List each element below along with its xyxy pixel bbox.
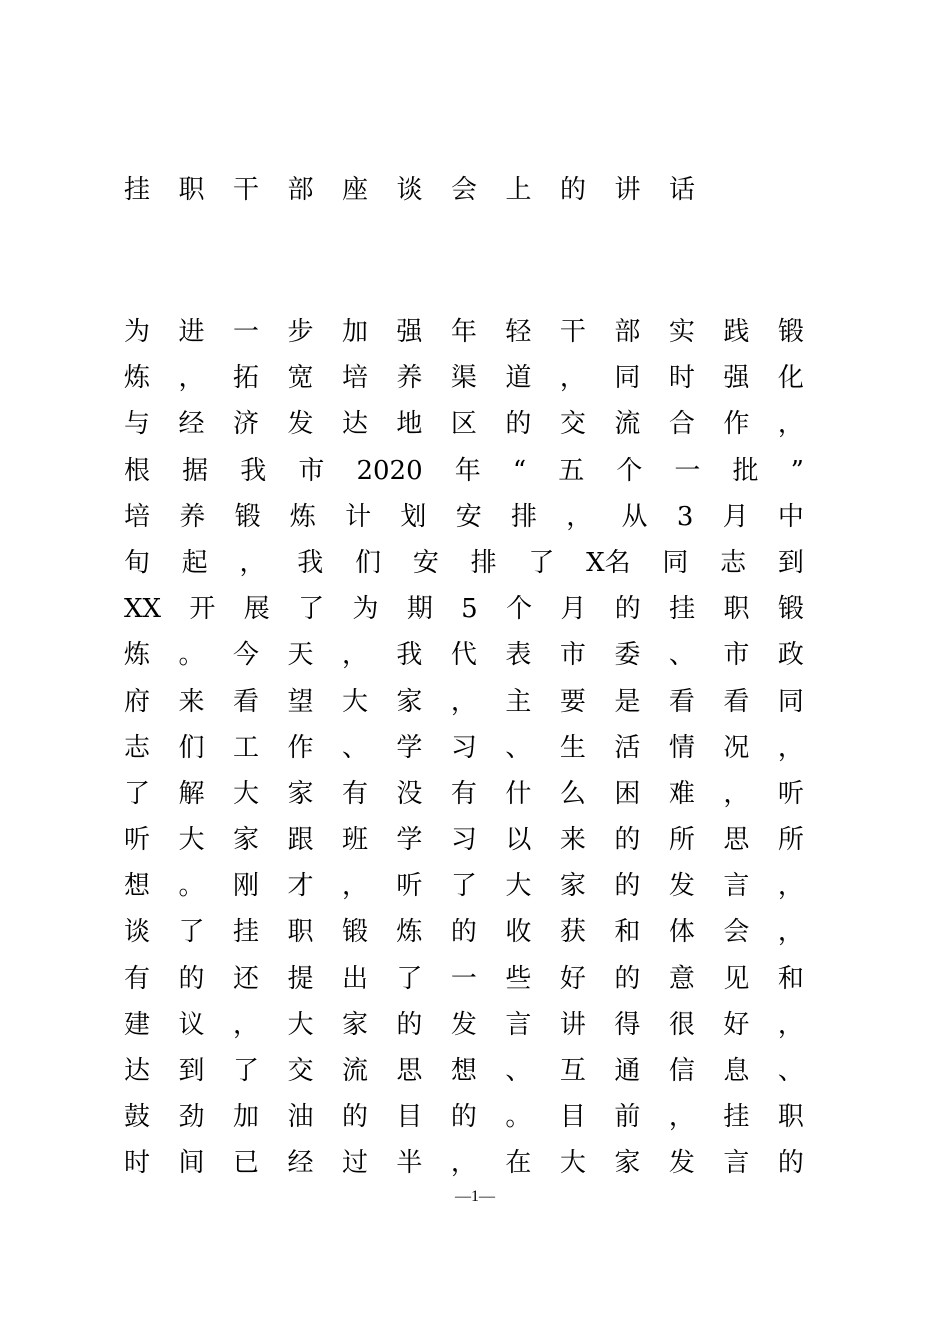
text-token: 提 <box>287 963 314 994</box>
text-line <box>124 679 804 725</box>
text-token: 划 <box>400 501 427 532</box>
text-token: 为 <box>124 317 151 347</box>
text-token: 议 <box>178 1009 205 1040</box>
text-token: 交 <box>559 409 586 440</box>
text-token: 达 <box>124 1056 151 1086</box>
text-token: 计 <box>345 501 372 532</box>
text-token: 培 <box>124 501 151 532</box>
text-token: 互 <box>559 1056 586 1086</box>
text-token: 发 <box>668 1148 695 1179</box>
text-token: 流 <box>341 1056 368 1086</box>
text-token: 有 <box>124 963 151 994</box>
text-token: 发 <box>668 871 695 902</box>
text-token: 中 <box>777 501 804 532</box>
text-token: 跟 <box>287 825 314 856</box>
text-token: 学 <box>396 732 423 763</box>
text-token: 想 <box>450 1056 477 1086</box>
text-token: 。 <box>178 871 205 902</box>
text-token: 的 <box>341 1102 368 1133</box>
text-token: 来 <box>559 825 586 856</box>
text-token: 根 <box>124 455 151 486</box>
text-token: 了 <box>178 917 205 948</box>
text-token: 今 <box>232 640 259 671</box>
text-token: ， <box>777 871 804 902</box>
text-token: 、 <box>505 732 532 763</box>
text-token: 养 <box>179 501 206 532</box>
text-line <box>124 817 804 863</box>
body-text <box>124 309 804 1187</box>
text-token: 谈 <box>124 917 151 948</box>
text-token: 困 <box>614 778 641 809</box>
text-token: 时 <box>668 363 695 394</box>
text-token: 一 <box>450 963 477 994</box>
text-token: 了 <box>450 871 477 902</box>
text-token: 还 <box>232 963 259 994</box>
text-token: 挂 <box>232 917 259 948</box>
text-line <box>124 863 804 909</box>
text-token: ， <box>178 363 205 394</box>
text-token: 合 <box>668 409 695 440</box>
text-token: 过 <box>341 1148 368 1179</box>
text-token: 2020 <box>356 455 423 486</box>
text-token: 市 <box>723 640 750 671</box>
text-line <box>124 725 804 771</box>
text-token: 信 <box>668 1056 695 1086</box>
text-token: 们 <box>355 547 382 578</box>
text-token: 锻 <box>234 501 261 532</box>
text-token: 起 <box>181 547 208 578</box>
text-token: 很 <box>668 1009 695 1040</box>
text-token: 。 <box>505 1102 532 1133</box>
text-token: 大 <box>287 1009 314 1040</box>
text-token: 据 <box>182 455 209 486</box>
text-line <box>124 909 804 955</box>
text-token: 班 <box>341 825 368 856</box>
text-token: 的 <box>178 963 205 994</box>
text-token: 加 <box>341 317 368 347</box>
text-token: 个 <box>616 455 643 486</box>
text-token: 轻 <box>505 317 532 347</box>
text-token: 好 <box>559 963 586 994</box>
text-line <box>124 1140 804 1186</box>
text-token: 家 <box>559 871 586 902</box>
text-token: 发 <box>450 1009 477 1040</box>
text-token: 大 <box>341 686 368 717</box>
text-token: 从 <box>621 501 648 532</box>
text-token: 间 <box>178 1148 205 1179</box>
text-token: ， <box>668 1102 695 1133</box>
text-token: 一 <box>674 455 701 486</box>
text-token: “ <box>512 455 527 486</box>
text-token: 个 <box>506 594 533 625</box>
text-token: 的 <box>505 409 532 440</box>
text-token: 习 <box>450 732 477 763</box>
text-token: 所 <box>777 825 804 856</box>
text-line <box>124 771 804 817</box>
text-token: 拓 <box>232 363 259 394</box>
text-token: 、 <box>341 732 368 763</box>
text-token: 到 <box>178 1056 205 1086</box>
text-token: 前 <box>614 1102 641 1133</box>
text-token: 委 <box>614 640 641 671</box>
text-token: 月 <box>722 501 749 532</box>
text-token: 我 <box>240 455 267 486</box>
text-token: 和 <box>777 963 804 994</box>
text-line <box>124 1094 804 1140</box>
text-token: 目 <box>559 1102 586 1133</box>
text-token: ， <box>777 732 804 763</box>
text-token: 好 <box>723 1009 750 1040</box>
text-token: 政 <box>777 640 804 671</box>
text-token: 想 <box>124 871 151 902</box>
text-token: 志 <box>124 732 151 763</box>
text-token: 看 <box>723 686 750 717</box>
text-token: 同 <box>614 363 641 394</box>
text-token: 市 <box>298 455 325 486</box>
text-line <box>124 494 804 540</box>
text-token: 锻 <box>341 917 368 948</box>
text-token: 发 <box>287 409 314 440</box>
text-token: ， <box>450 1148 477 1179</box>
text-token: 炼 <box>124 640 151 671</box>
text-token: 实 <box>668 317 695 347</box>
text-token: 5 <box>461 594 478 625</box>
text-token: 天 <box>287 640 314 671</box>
text-token: 达 <box>341 409 368 440</box>
text-token: 家 <box>287 778 314 809</box>
text-token: 职 <box>777 1102 804 1133</box>
text-line <box>124 355 804 401</box>
text-token: 工 <box>232 732 259 763</box>
text-token: 会 <box>723 917 750 948</box>
text-token: 职 <box>723 594 750 625</box>
text-token: 加 <box>232 1102 259 1133</box>
text-token: 流 <box>614 409 641 440</box>
text-token: 通 <box>614 1056 641 1086</box>
text-token: ， <box>777 917 804 948</box>
text-token: 油 <box>287 1102 314 1133</box>
text-token: 活 <box>614 732 641 763</box>
text-token: 体 <box>668 917 695 948</box>
text-token: 么 <box>559 778 586 809</box>
text-token: 家 <box>341 1009 368 1040</box>
text-token: 难 <box>668 778 695 809</box>
text-token: 来 <box>178 686 205 717</box>
text-token: 强 <box>396 317 423 347</box>
text-token: 在 <box>505 1148 532 1179</box>
text-token: 的 <box>450 917 477 948</box>
text-token: 是 <box>614 686 641 717</box>
text-token: 生 <box>559 732 586 763</box>
text-token: 家 <box>232 825 259 856</box>
text-token: 看 <box>668 686 695 717</box>
text-line <box>124 309 804 355</box>
text-token: 济 <box>232 409 259 440</box>
document-title: 挂职干部座谈会上的讲话 <box>124 175 724 205</box>
text-token: 大 <box>232 778 259 809</box>
text-token: ， <box>777 1009 804 1040</box>
text-token: 获 <box>559 917 586 948</box>
text-token: 了 <box>298 594 325 625</box>
text-token: 化 <box>777 363 804 394</box>
text-token: 的 <box>450 1102 477 1133</box>
text-token: 听 <box>777 778 804 809</box>
text-token: 讲 <box>559 1009 586 1040</box>
text-token: 期 <box>406 594 433 625</box>
text-line <box>124 956 804 1002</box>
text-token: 的 <box>614 963 641 994</box>
text-token: 3 <box>676 501 694 532</box>
text-token: 刚 <box>232 871 259 902</box>
text-token: ， <box>341 871 368 902</box>
text-token: 挂 <box>669 594 696 625</box>
text-token: 的 <box>614 825 641 856</box>
text-token: 地 <box>396 409 423 440</box>
text-token: 解 <box>178 778 205 809</box>
text-token: 安 <box>455 501 482 532</box>
text-token: 息 <box>723 1056 750 1086</box>
text-line <box>124 401 804 447</box>
text-token: 已 <box>232 1148 259 1179</box>
text-token: 半 <box>396 1148 423 1179</box>
text-line <box>124 448 804 494</box>
text-token: 情 <box>668 732 695 763</box>
text-token: 干 <box>559 317 586 347</box>
text-token: 年 <box>454 455 481 486</box>
text-token: 开 <box>189 594 216 625</box>
text-token: 步 <box>287 317 314 347</box>
text-token: 望 <box>287 686 314 717</box>
text-token: 要 <box>559 686 586 717</box>
text-token: 炼 <box>124 363 151 394</box>
text-token: 、 <box>505 1056 532 1086</box>
text-token: 展 <box>243 594 270 625</box>
text-token: 建 <box>124 1009 151 1040</box>
text-token: 的 <box>614 594 641 625</box>
text-token: 的 <box>777 1148 804 1179</box>
text-token: 主 <box>505 686 532 717</box>
text-token: 作 <box>287 732 314 763</box>
text-token: 习 <box>450 825 477 856</box>
text-token: 什 <box>505 778 532 809</box>
text-token: 炼 <box>396 917 423 948</box>
text-token: 道 <box>505 363 532 394</box>
text-token: ， <box>777 409 804 440</box>
text-token: 锻 <box>777 317 804 347</box>
text-token: 了 <box>232 1056 259 1086</box>
text-token: 。 <box>178 640 205 671</box>
text-token: 大 <box>505 871 532 902</box>
text-token: 了 <box>124 778 151 809</box>
text-token: 言 <box>505 1009 532 1040</box>
text-token: 锻 <box>777 594 804 625</box>
text-token: ， <box>566 501 593 532</box>
text-token: 有 <box>450 778 477 809</box>
text-token: 五 <box>558 455 585 486</box>
text-token: 劲 <box>178 1102 205 1133</box>
text-token: 作 <box>723 409 750 440</box>
text-token: 炼 <box>289 501 316 532</box>
text-token: 代 <box>450 640 477 671</box>
text-token: 我 <box>297 547 324 578</box>
text-token: X名 <box>586 547 631 578</box>
text-token: 职 <box>287 917 314 948</box>
text-token: 思 <box>396 1056 423 1086</box>
text-token: ， <box>559 363 586 394</box>
text-line <box>124 632 804 678</box>
text-token: 志 <box>720 547 747 578</box>
text-token: 为 <box>352 594 379 625</box>
text-token: 学 <box>396 825 423 856</box>
text-token: 况 <box>723 732 750 763</box>
text-token: 鼓 <box>124 1102 151 1133</box>
text-token: ， <box>239 547 266 578</box>
text-token: 家 <box>614 1148 641 1179</box>
text-token: 收 <box>505 917 532 948</box>
text-token: 进 <box>178 317 205 347</box>
text-token: 市 <box>559 640 586 671</box>
text-token: 安 <box>412 547 439 578</box>
text-token: 年 <box>450 317 477 347</box>
text-token: 了 <box>396 963 423 994</box>
text-token: 没 <box>396 778 423 809</box>
text-token: 大 <box>178 825 205 856</box>
text-token: 出 <box>341 963 368 994</box>
text-token: 强 <box>723 363 750 394</box>
text-token: 所 <box>668 825 695 856</box>
text-token: 言 <box>723 1148 750 1179</box>
text-token: 旬 <box>124 547 151 578</box>
text-token: 我 <box>396 640 423 671</box>
text-token: 家 <box>396 686 423 717</box>
text-line <box>124 1048 804 1094</box>
text-token: 时 <box>124 1148 151 1179</box>
text-line <box>124 1002 804 1048</box>
text-token: 的 <box>396 1009 423 1040</box>
text-token: 养 <box>396 363 423 394</box>
text-token: 目 <box>396 1102 423 1133</box>
text-token: 思 <box>723 825 750 856</box>
text-token: 以 <box>505 825 532 856</box>
text-token: 区 <box>450 409 477 440</box>
text-token: ， <box>723 778 750 809</box>
text-token: 听 <box>396 871 423 902</box>
text-token: 月 <box>560 594 587 625</box>
text-token: 同 <box>777 686 804 717</box>
text-token: 听 <box>124 825 151 856</box>
text-token: 得 <box>614 1009 641 1040</box>
text-token: 府 <box>124 686 151 717</box>
text-token: 经 <box>287 1148 314 1179</box>
text-token: 排 <box>510 501 537 532</box>
text-token: ， <box>232 1009 259 1040</box>
text-token: 有 <box>341 778 368 809</box>
text-token: 经 <box>178 409 205 440</box>
text-token: 挂 <box>723 1102 750 1133</box>
text-token: ” <box>790 455 804 486</box>
text-token: 、 <box>668 640 695 671</box>
text-token: 、 <box>777 1056 804 1086</box>
text-token: 培 <box>341 363 368 394</box>
text-token: 践 <box>723 317 750 347</box>
text-token: 们 <box>178 732 205 763</box>
text-token: 与 <box>124 409 151 440</box>
text-token: 宽 <box>287 363 314 394</box>
text-token: 批 <box>732 455 759 486</box>
text-token: 言 <box>723 871 750 902</box>
text-line <box>124 586 804 632</box>
text-token: 部 <box>614 317 641 347</box>
text-token: 和 <box>614 917 641 948</box>
text-token: 见 <box>723 963 750 994</box>
text-token: ， <box>341 640 368 671</box>
text-line <box>124 540 804 586</box>
text-token: 渠 <box>450 363 477 394</box>
text-token: 的 <box>614 871 641 902</box>
text-token: 到 <box>777 547 804 578</box>
text-token: ， <box>450 686 477 717</box>
text-token: 同 <box>662 547 689 578</box>
text-token: 些 <box>505 963 532 994</box>
text-token: 表 <box>505 640 532 671</box>
text-token: 排 <box>470 547 497 578</box>
text-token: XX <box>124 594 162 625</box>
text-token: 了 <box>528 547 555 578</box>
text-token: 大 <box>559 1148 586 1179</box>
text-token: 才 <box>287 871 314 902</box>
text-token: 一 <box>232 317 259 347</box>
text-token: 看 <box>232 686 259 717</box>
text-token: 交 <box>287 1056 314 1086</box>
text-token: 意 <box>668 963 695 994</box>
page-number: —1— <box>455 1188 495 1205</box>
